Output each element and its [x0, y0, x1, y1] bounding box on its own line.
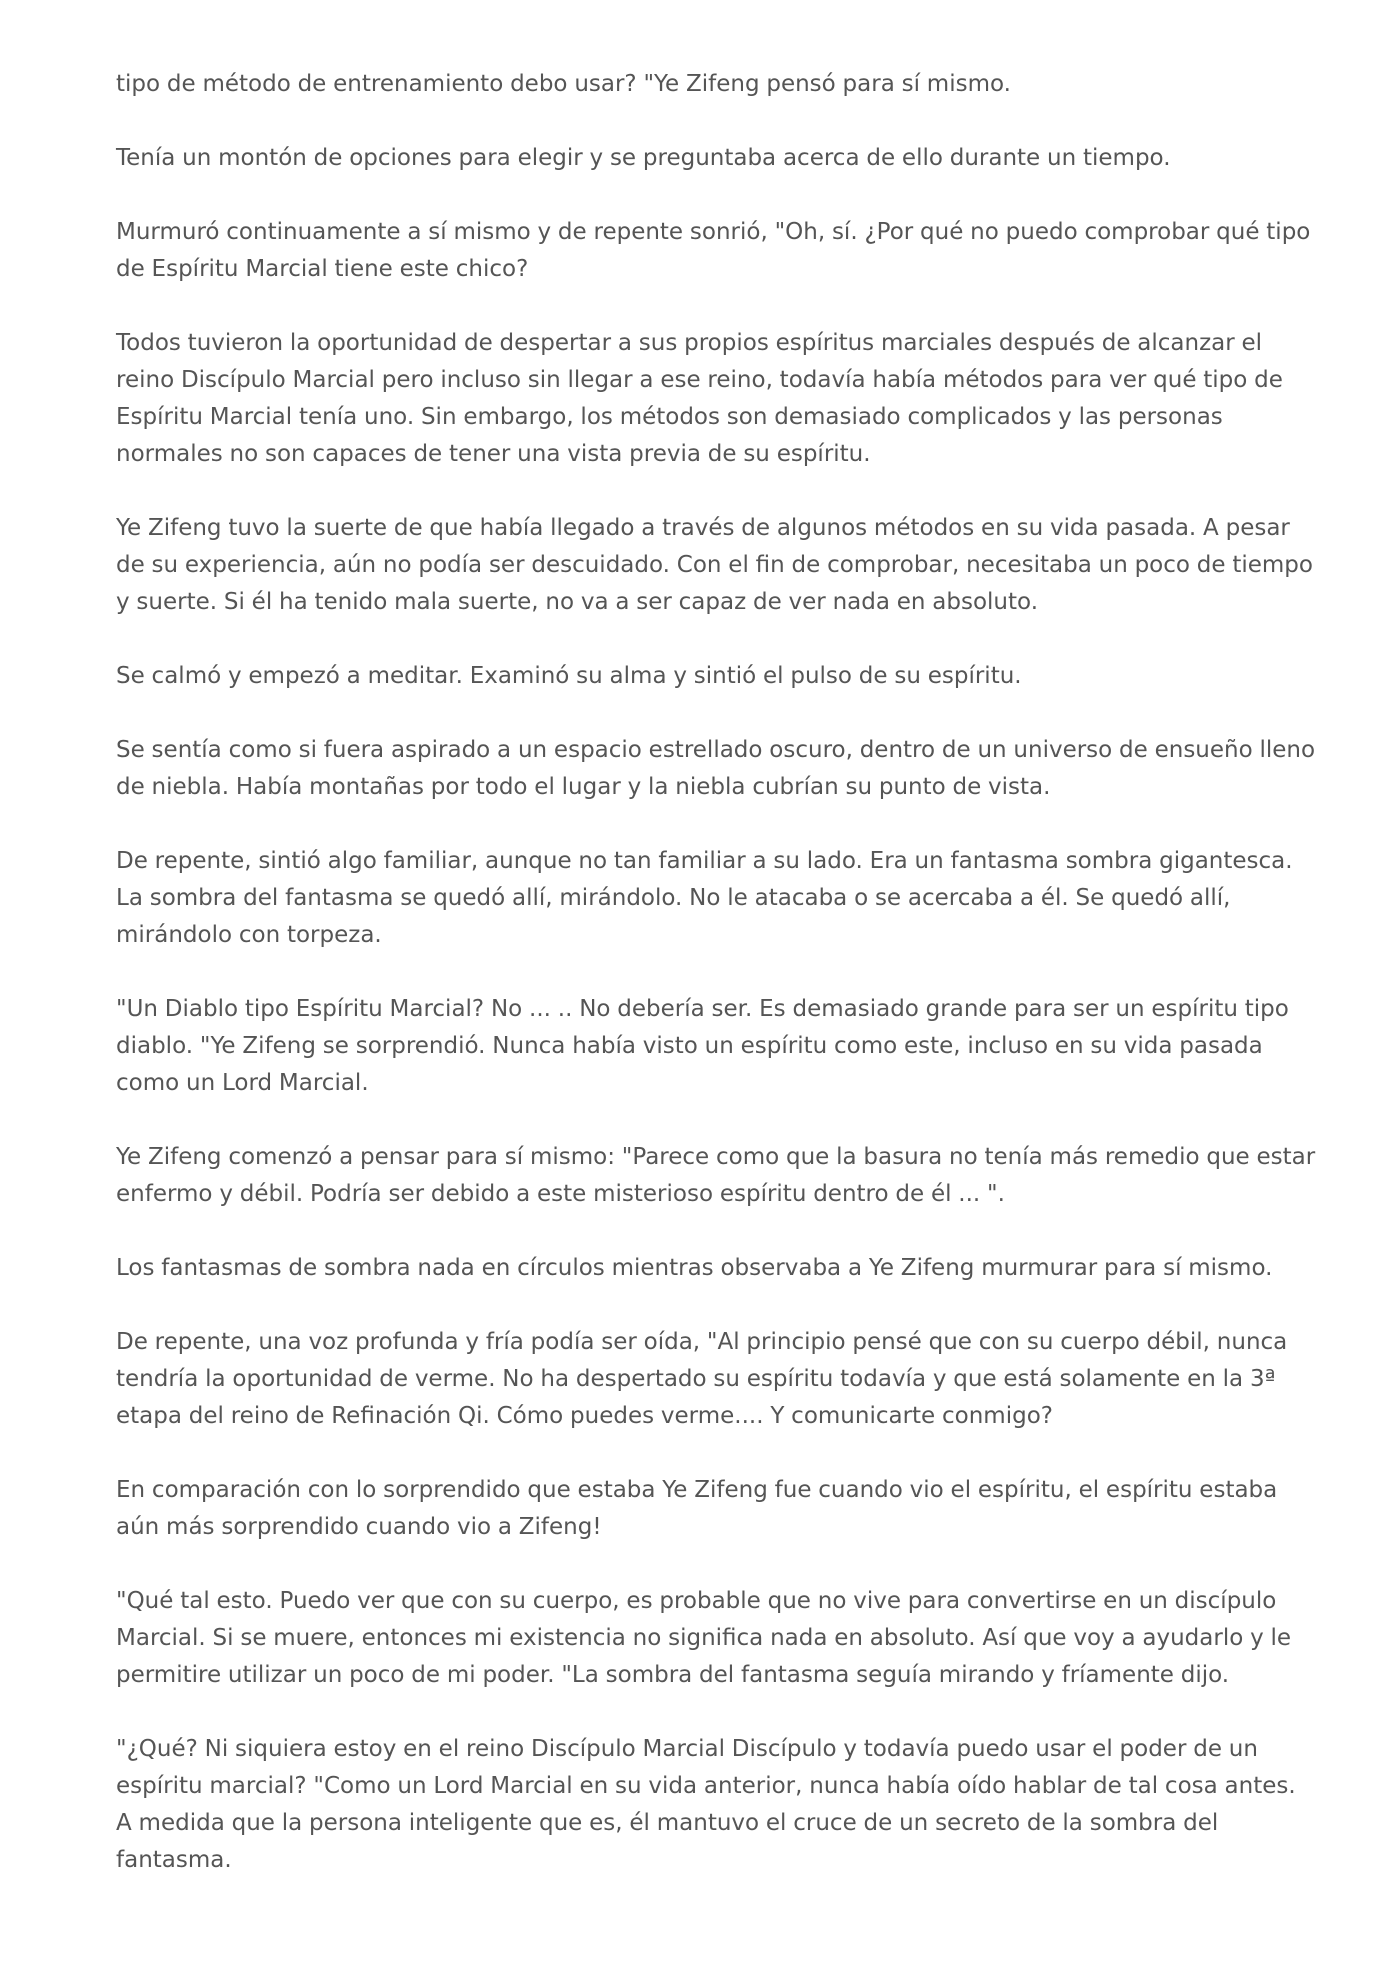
paragraph: Murmuró continuamente a sí mismo y de repente sonrió, "Oh, sí. ¿Por qué no puedo comprobar qué tipo de Espíritu Marcial tiene este chico?: [116, 219, 1311, 282]
paragraph: Se calmó y empezó a meditar. Examinó su alma y sintió el pulso de su espíritu.: [116, 663, 1022, 689]
paragraph: En comparación con lo sorprendido que estaba Ye Zifeng fue cuando vio el espíritu, el espíritu estaba aún más sorprendido cuando vio a Zifeng!: [116, 1477, 1278, 1540]
paragraph: Los fantasmas de sombra nada en círculos mientras observaba a Ye Zifeng murmurar para sí mismo.: [116, 1255, 1273, 1281]
paragraph: Todos tuvieron la oportunidad de despertar a sus propios espíritus marciales después de alcanzar el reino Discípulo Marcial pero incluso sin llegar a ese reino, todavía había métodos para ver qué tipo de Espíritu Marcial tenía uno. Sin embargo, los métodos son demasiado complicados y las personas normales no son capaces de tener una vista previa de su espíritu.: [116, 330, 1283, 467]
paragraph: Tenía un montón de opciones para elegir y se preguntaba acerca de ello durante un tiempo.: [116, 145, 1171, 171]
paragraph: "Qué tal esto. Puedo ver que con su cuerpo, es probable que no vive para convertirse en un discípulo Marcial. Si se muere, entonces mi existencia no significa nada en absoluto. Así que voy a ayudarlo y le permitire utilizar un poco de mi poder. "La sombra del fantasma seguía mirando y fríamente dijo.: [116, 1588, 1292, 1688]
paragraph: Ye Zifeng comenzó a pensar para sí mismo: "Parece como que la basura no tenía más remedio que estar enfermo y débil. Podría ser debido a este misterioso espíritu dentro de él ... ".: [116, 1144, 1316, 1207]
paragraph: Se sentía como si fuera aspirado a un espacio estrellado oscuro, dentro de un universo de ensueño lleno de niebla. Había montañas por todo el lugar y la niebla cubrían su punto de vista.: [116, 737, 1316, 800]
paragraph: Ye Zifeng tuvo la suerte de que había llegado a través de algunos métodos en su vida pasada. A pesar de su experiencia, aún no podía ser descuidado. Con el fin de comprobar, necesitaba un poco de tiempo y suerte. Si él ha tenido mala suerte, no va a ser capaz de ver nada en absoluto.: [116, 515, 1313, 615]
document-page: [116, 66, 1316, 1916]
paragraph: "¿Qué? Ni siquiera estoy en el reino Discípulo Marcial Discípulo y todavía puedo usar el poder de un espíritu marcial? "Como un Lord Marcial en su vida anterior, nunca había oído hablar de tal cosa antes. A medida que la persona inteligente que es, él mantuvo el cruce de un secreto de la sombra del fantasma.: [116, 1736, 1296, 1873]
paragraph: "Un Diablo tipo Espíritu Marcial? No ... .. No debería ser. Es demasiado grande para ser un espíritu tipo diablo. "Ye Zifeng se sorprendió. Nunca había visto un espíritu como este, incluso en su vida pasada como un Lord Marcial.: [116, 996, 1289, 1096]
paragraph: De repente, una voz profunda y fría podía ser oída, "Al principio pensé que con su cuerpo débil, nunca tendría la oportunidad de verme. No ha despertado su espíritu todavía y que está solamente en la 3ª etapa del reino de Refinación Qi. Cómo puedes verme.... Y comunicarte conmigo?: [116, 1329, 1288, 1429]
paragraph: tipo de método de entrenamiento debo usar? "Ye Zifeng pensó para sí mismo.: [116, 71, 1011, 97]
paragraph: De repente, sintió algo familiar, aunque no tan familiar a su lado. Era un fantasma sombra gigantesca. La sombra del fantasma se quedó allí, mirándolo. No le atacaba o se acercaba a él. Se quedó allí, mirándolo con torpeza.: [116, 848, 1293, 948]
